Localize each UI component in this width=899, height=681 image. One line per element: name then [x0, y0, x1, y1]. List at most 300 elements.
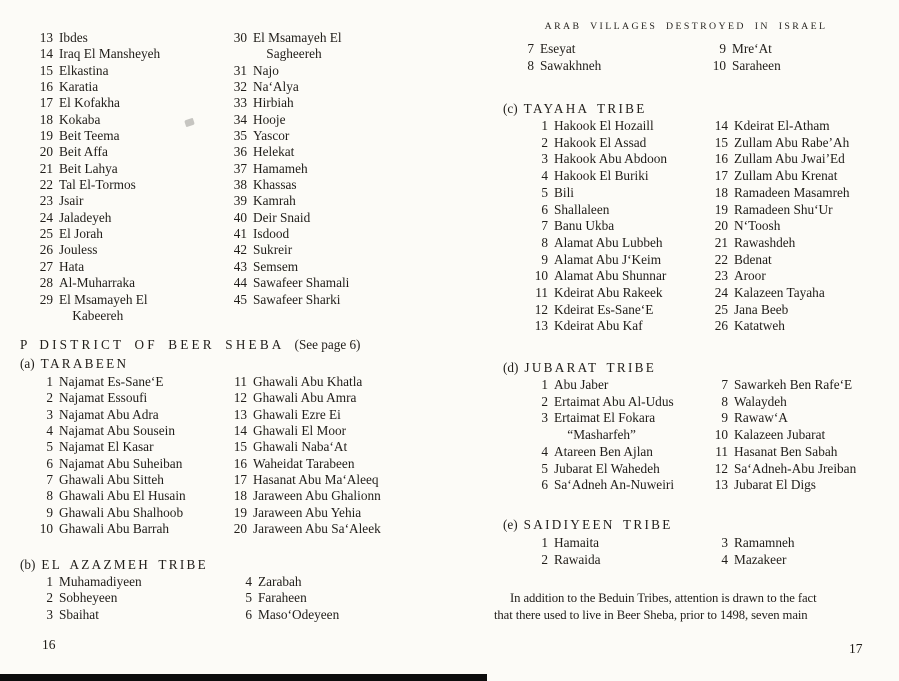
district-title: DISTRICT OF BEER SHEBA: [39, 337, 285, 352]
list-item: [35, 210, 160, 226]
list-item: [35, 374, 186, 390]
list-item: [234, 590, 339, 606]
item-name: Ghawali El Moor: [253, 423, 347, 439]
item-number: 12: [534, 301, 548, 317]
item-name: Hasanat Ben Sabah: [734, 443, 838, 459]
list-item: [229, 275, 349, 291]
item-number: 16: [714, 151, 728, 167]
list-item: [708, 535, 795, 552]
item-name: Rawaida: [554, 551, 601, 567]
item-name: Hakook El Buriki: [554, 168, 649, 184]
item-name: Hata: [59, 258, 85, 274]
list-item: [708, 444, 856, 461]
item-number: 16: [39, 79, 53, 95]
item-number: 23: [39, 193, 53, 209]
list-item: [708, 151, 850, 168]
village-list-top-left: [35, 30, 160, 324]
item-number: 4: [245, 574, 252, 589]
item-number: [528, 427, 548, 444]
section-title: EL AZAZMEH TRIBE: [41, 557, 208, 572]
item-name: Mre‘At: [732, 41, 772, 56]
list-item: [708, 252, 850, 269]
item-name: Kdeirat El-Atham: [734, 118, 830, 133]
item-number: 13: [534, 318, 548, 334]
item-name: Sa‘Adneh An-Nuweiri: [554, 477, 675, 493]
item-number: 40: [233, 209, 247, 225]
item-number: 19: [39, 128, 53, 144]
section-heading-jubarat: [503, 360, 656, 376]
item-name: Hamaita: [554, 535, 600, 550]
item-name: Katatweh: [734, 318, 785, 334]
list-item: [35, 193, 160, 209]
item-number: 2: [46, 590, 53, 606]
item-name: El Kofakha: [59, 95, 120, 111]
item-number: 2: [541, 393, 548, 409]
list-item: [35, 63, 160, 79]
item-name: Elkastina: [59, 62, 109, 78]
item-number: 9: [719, 41, 726, 56]
list-item: [528, 202, 667, 219]
item-number: 10: [712, 57, 726, 73]
list-item: [708, 168, 850, 185]
item-number: 2: [541, 551, 548, 567]
item-name: Jaraween Abu Sa‘Aleek: [253, 521, 381, 537]
item-name: Saraheen: [732, 57, 781, 73]
item-name: Atareen Ben Ajlan: [554, 443, 653, 459]
scan-smudge: [184, 118, 195, 127]
item-name: Ertaimat Abu Al-Udus: [554, 393, 674, 409]
list-item: [708, 118, 850, 135]
item-number: 24: [714, 285, 728, 301]
item-name: Helekat: [253, 144, 295, 160]
item-number: 15: [714, 134, 728, 150]
item-number: 18: [714, 184, 728, 200]
item-number: 3: [46, 606, 53, 622]
item-number: 4: [46, 423, 53, 439]
list-item: [229, 30, 349, 46]
list-item: [528, 444, 674, 461]
item-number: 6: [245, 606, 252, 622]
list-item: [229, 128, 349, 144]
item-name: Yascor: [253, 128, 290, 144]
item-name: El Msamayeh El: [253, 30, 342, 45]
list-item: [35, 590, 142, 606]
item-name: Sawafeer Sharki: [253, 291, 341, 307]
item-name: Hirbiah: [253, 95, 294, 111]
item-name: Hakook El Assad: [554, 134, 647, 150]
item-name: Sagheereh: [253, 46, 322, 62]
list-item: [35, 407, 186, 423]
item-name: Najamat Essoufi: [59, 390, 148, 406]
item-number: 20: [39, 144, 53, 160]
item-number: 3: [46, 406, 53, 422]
item-name: Abu Jaber: [554, 377, 609, 392]
item-number: [35, 308, 53, 324]
item-name: Beit Affa: [59, 144, 108, 160]
item-name: Kabeereh: [59, 307, 124, 323]
list-item: [229, 390, 381, 406]
item-name: Ghawali Abu Khatla: [253, 374, 363, 389]
item-name: N‘Toosh: [734, 218, 781, 234]
page-number-right: 17: [849, 641, 863, 656]
item-name: Rawashdeh: [734, 234, 796, 250]
item-name: Jubarat El Digs: [734, 477, 816, 493]
item-number: 42: [233, 242, 247, 258]
list-item: [528, 285, 667, 302]
item-number: 29: [39, 291, 53, 307]
list-item: [528, 477, 674, 494]
list-item: [35, 275, 160, 291]
item-name: Zarabah: [258, 574, 302, 589]
item-name: Ghawali Abu El Husain: [59, 488, 186, 504]
list-item: [514, 41, 601, 58]
item-name: Sawarkeh Ben Rafe‘E: [734, 377, 853, 392]
item-number: 22: [39, 177, 53, 193]
item-number: 21: [714, 234, 728, 250]
item-number: 21: [39, 160, 53, 176]
item-number: 1: [46, 574, 53, 589]
section-title: TARABEEN: [40, 356, 129, 371]
list-item: [35, 46, 160, 62]
list-item: [528, 235, 667, 252]
item-number: 8: [527, 57, 534, 73]
item-number: 14: [233, 423, 247, 439]
item-name: Karatia: [59, 79, 99, 95]
list-item: [35, 439, 186, 455]
list-item: [528, 394, 674, 411]
list-item: [229, 112, 349, 128]
item-name: Alamat Abu Lubbeh: [554, 234, 663, 250]
item-number: 4: [541, 443, 548, 459]
list-item: [708, 377, 856, 394]
item-number: 18: [233, 488, 247, 504]
item-number: 13: [39, 30, 53, 45]
item-name: Muhamadiyeen: [59, 574, 142, 589]
list-item: [229, 46, 349, 62]
item-number: 6: [541, 477, 548, 493]
item-name: Najamat Abu Sousein: [59, 423, 175, 439]
item-name: Najamat El Kasar: [59, 439, 154, 455]
item-number: 5: [541, 184, 548, 200]
jubarat-list-col2: [708, 377, 856, 494]
item-name: Ramadeen Masamreh: [734, 184, 850, 200]
item-number: 3: [541, 151, 548, 167]
item-number: 1: [541, 377, 548, 392]
item-number: 1: [46, 374, 53, 389]
item-number: 10: [714, 427, 728, 443]
section-label: (a): [20, 356, 35, 371]
item-name: “Masharfeh”: [554, 427, 636, 443]
item-name: Sawafeer Shamali: [253, 275, 350, 291]
list-item: [229, 488, 381, 504]
item-name: Kamrah: [253, 193, 296, 209]
list-item: [35, 242, 160, 258]
item-name: Jaladeyeh: [59, 209, 112, 225]
item-name: Zullam Abu Jwai’Ed: [734, 151, 845, 167]
item-name: Najamat Abu Suheiban: [59, 455, 183, 471]
item-name: Isdood: [253, 226, 290, 242]
list-item: [229, 63, 349, 79]
item-number: 24: [39, 209, 53, 225]
item-name: Kalazeen Jubarat: [734, 427, 826, 443]
item-name: Kdeirat Abu Rakeek: [554, 285, 663, 301]
item-name: Ghawali Abu Barrah: [59, 521, 170, 537]
item-number: 27: [39, 258, 53, 274]
list-item: [35, 30, 160, 46]
item-number: 38: [233, 177, 247, 193]
list-item: [708, 235, 850, 252]
item-name: Sbaihat: [59, 606, 99, 622]
item-name: Ghawali Abu Sitteh: [59, 472, 164, 488]
list-item: [528, 135, 667, 152]
item-name: Sa‘Adneh-Abu Jreiban: [734, 460, 857, 476]
item-number: 33: [233, 95, 247, 111]
section-label: (e): [503, 517, 518, 532]
list-item: [229, 79, 349, 95]
item-name: Khassas: [253, 177, 297, 193]
section-label: (c): [503, 101, 518, 116]
item-number: 11: [234, 374, 247, 389]
list-item: [706, 41, 781, 58]
saidiyeen-list-col2: [708, 535, 795, 568]
item-number: 12: [714, 460, 728, 476]
list-item: [708, 394, 856, 411]
running-header: ARAB VILLAGES DESTROYED IN ISRAEL: [544, 21, 828, 32]
list-item: [528, 377, 674, 394]
item-number: 19: [233, 504, 247, 520]
item-name: Kdeirat Es-Sane‘E: [554, 301, 654, 317]
list-item: [229, 226, 349, 242]
item-number: 15: [233, 439, 247, 455]
list-item: [35, 128, 160, 144]
list-item: [35, 259, 160, 275]
item-number: 13: [233, 406, 247, 422]
list-item: [528, 410, 674, 427]
item-name: Tal El-Tormos: [59, 177, 136, 193]
list-item: [528, 268, 667, 285]
item-number: 34: [233, 111, 247, 127]
item-number: 10: [39, 521, 53, 537]
scan-edge-bar: [0, 674, 487, 681]
village-list-top-right: [229, 30, 349, 308]
item-name: Sobheyeen: [59, 590, 118, 606]
list-item: [229, 456, 381, 472]
item-name: Hakook El Hozaill: [554, 118, 654, 133]
item-name: Jouless: [59, 242, 98, 258]
list-item: [35, 456, 186, 472]
item-name: Ramamneh: [734, 535, 795, 550]
list-item: [528, 427, 674, 444]
list-item: [708, 268, 850, 285]
item-name: Deir Snaid: [253, 209, 311, 225]
item-number: 8: [721, 393, 728, 409]
list-item: [229, 521, 381, 537]
list-item: [35, 144, 160, 160]
item-number: 25: [714, 301, 728, 317]
item-name: El Jorah: [59, 226, 103, 242]
item-number: 11: [715, 443, 728, 459]
item-name: Hamameh: [253, 160, 308, 176]
list-item: [229, 144, 349, 160]
list-item: [229, 193, 349, 209]
item-number: 7: [527, 41, 534, 56]
item-number: 23: [714, 268, 728, 284]
item-name: Hasanat Abu Ma‘Aleeq: [253, 472, 379, 488]
item-number: 9: [541, 251, 548, 267]
item-name: El Msamayeh El: [59, 291, 148, 307]
tayaha-list-col2: [708, 118, 850, 335]
item-number: 17: [39, 95, 53, 111]
item-name: Rawaw‘A: [734, 410, 788, 426]
section-title: JUBARAT TRIBE: [524, 360, 657, 375]
list-item: [708, 427, 856, 444]
item-name: Mazakeer: [734, 551, 787, 567]
item-name: Walaydeh: [734, 393, 787, 409]
item-number: 17: [714, 168, 728, 184]
item-number: 12: [233, 390, 247, 406]
list-item: [35, 423, 186, 439]
item-number: 14: [714, 118, 728, 133]
section-heading-tarabeen: [20, 356, 128, 372]
item-number: 7: [541, 218, 548, 234]
list-item: [229, 292, 349, 308]
azazmeh-list-col1: [35, 574, 142, 623]
item-number: 8: [46, 488, 53, 504]
item-number: 11: [535, 285, 548, 301]
right-top-list-col1: [514, 41, 601, 74]
item-number: 14: [39, 46, 53, 62]
item-name: Na‘Alya: [253, 79, 299, 95]
list-item: [229, 259, 349, 275]
list-item: [35, 161, 160, 177]
item-number: 26: [39, 242, 53, 258]
item-number: 5: [541, 460, 548, 476]
district-note: (See page 6): [294, 337, 361, 352]
item-name: Maso‘Odeyeen: [258, 606, 340, 622]
item-number: 20: [233, 521, 247, 537]
list-item: [708, 410, 856, 427]
list-item: [528, 535, 601, 552]
list-item: [229, 161, 349, 177]
item-name: Sawakhneh: [540, 57, 602, 73]
item-name: Najamat Abu Adra: [59, 406, 159, 422]
list-item: [35, 488, 186, 504]
item-name: Eseyat: [540, 41, 576, 56]
item-name: Hakook Abu Abdoon: [554, 151, 668, 167]
list-item: [708, 461, 856, 478]
district-heading: [20, 337, 360, 353]
list-item: [229, 423, 381, 439]
item-name: Sukreir: [253, 242, 293, 258]
item-name: Bili: [554, 184, 574, 200]
list-item: [528, 302, 667, 319]
item-name: Hooje: [253, 111, 286, 127]
item-name: Alamat Abu Shunnar: [554, 268, 667, 284]
list-item: [35, 472, 186, 488]
item-number: 13: [714, 477, 728, 493]
list-item: [708, 218, 850, 235]
item-number: 30: [233, 30, 247, 45]
item-number: 39: [233, 193, 247, 209]
item-name: Ibdes: [59, 30, 88, 45]
item-number: 3: [541, 410, 548, 426]
section-title: TAYAHA TRIBE: [523, 101, 647, 116]
item-name: Jubarat El Wahedeh: [554, 460, 660, 476]
item-number: 7: [721, 377, 728, 392]
item-name: Faraheen: [258, 590, 307, 606]
list-item: [35, 177, 160, 193]
list-item: [35, 112, 160, 128]
item-number: 9: [721, 410, 728, 426]
list-item: [706, 58, 781, 75]
list-item: [35, 292, 160, 308]
tarabeen-list-col2: [229, 374, 381, 537]
item-number: 31: [233, 62, 247, 78]
item-name: Zullam Abu Rabe’Ah: [734, 134, 850, 150]
list-item: [528, 168, 667, 185]
list-item: [234, 574, 339, 590]
list-item: [35, 390, 186, 406]
list-item: [514, 58, 601, 75]
item-number: 9: [46, 504, 53, 520]
item-number: 45: [233, 291, 247, 307]
body-paragraph: [494, 590, 817, 625]
item-number: 44: [233, 275, 247, 291]
list-item: [229, 472, 381, 488]
item-number: 25: [39, 226, 53, 242]
item-name: Ghawali Abu Shalhoob: [59, 504, 184, 520]
item-name: Shallaleen: [554, 201, 610, 217]
item-number: 8: [541, 234, 548, 250]
item-number: 19: [714, 201, 728, 217]
item-number: 10: [534, 268, 548, 284]
list-item: [35, 607, 142, 623]
item-name: Ghawali Ezre Ei: [253, 406, 341, 422]
list-item: [35, 521, 186, 537]
item-number: 5: [245, 590, 252, 606]
item-number: 35: [233, 128, 247, 144]
item-name: Ertaimat El Fokara: [554, 410, 656, 426]
item-number: 6: [46, 455, 53, 471]
item-number: 1: [541, 118, 548, 133]
list-item: [708, 285, 850, 302]
item-name: Kalazeen Tayaha: [734, 285, 825, 301]
item-number: 37: [233, 160, 247, 176]
list-item: [229, 505, 381, 521]
district-prefix: P: [20, 337, 28, 352]
item-name: Al-Muharraka: [59, 275, 136, 291]
item-number: 6: [541, 201, 548, 217]
list-item: [229, 374, 381, 390]
list-item: [708, 202, 850, 219]
list-item: [528, 185, 667, 202]
item-name: Najo: [253, 62, 279, 78]
item-number: 22: [714, 251, 728, 267]
list-item: [234, 607, 339, 623]
list-item: [528, 151, 667, 168]
item-number: 4: [721, 551, 728, 567]
item-name: Iraq El Mansheyeh: [59, 46, 161, 62]
item-name: Waheidat Tarabeen: [253, 455, 355, 471]
section-label: (b): [20, 557, 36, 572]
list-item: [528, 252, 667, 269]
list-item: [229, 177, 349, 193]
list-item: [35, 574, 142, 590]
item-name: Kdeirat Abu Kaf: [554, 318, 643, 334]
list-item: [35, 308, 160, 324]
item-name: Alamat Abu J‘Keim: [554, 251, 662, 267]
item-name: Jaraween Abu Ghalionn: [253, 488, 381, 504]
